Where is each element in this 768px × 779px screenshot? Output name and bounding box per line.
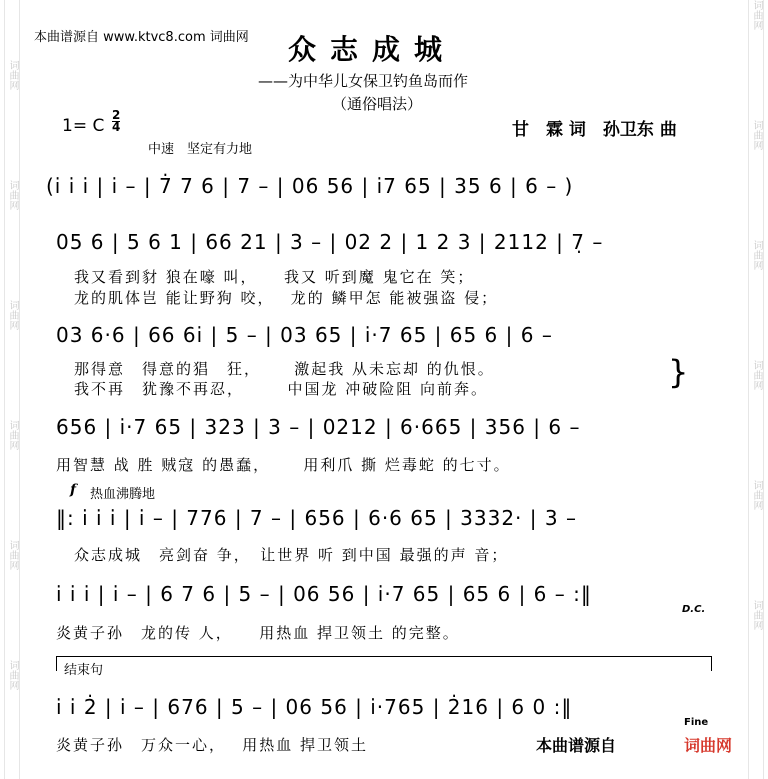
site-logo[interactable]: 词曲网 — [684, 736, 733, 755]
lyrics-line: 我又看到豺 狼在嚎 叫， 我又 听到魔 鬼它在 笑； — [74, 268, 475, 286]
fine-mark: Fine — [684, 717, 709, 728]
watermark-text: 词曲网 — [7, 60, 18, 90]
lyrics-line: 众志成城 亮剑奋 争， 让世界 听 到中国 最强的声 音； — [74, 546, 509, 564]
left-watermark-strip — [4, 0, 20, 779]
watermark-text: 词曲网 — [7, 180, 18, 210]
score-row: 656 | i̇·7 65 | 323 | 3 – | 0212 | 6·665 | 356 | 6 – — [56, 415, 581, 439]
ending-label: 结束句 — [64, 663, 104, 678]
watermark-text: 词曲网 — [751, 360, 762, 390]
watermark-text: 词曲网 — [751, 120, 762, 150]
score-row: i̇ i̇ i̇ | i̇ – | 6 7 6 | 5 – | 06 56 | i̇·7 65 | 65 6 | 6 – :‖ — [56, 582, 592, 606]
dynamics-mark: f — [70, 482, 77, 498]
expression-mark: 热血沸腾地 — [90, 487, 156, 502]
score-row: 03 6·6 | 66 6i̇ | 5 – | 03 65 | i̇·7 65 | 65 6 | 6 – — [56, 323, 553, 347]
watermark-text: 词曲网 — [751, 0, 762, 30]
score-row: i̇ i̇ 2̇ | i̇ – | 676 | 5 – | 06 56 | i̇·765 | 2̇16 | 6 0 :‖ — [56, 695, 573, 719]
footer-source-label: 本曲谱源自 — [536, 736, 617, 755]
ending-bracket — [56, 656, 712, 671]
dc-mark: D.C. — [682, 604, 706, 615]
source-note: 本曲谱源自 www.ktvc8.com 词曲网 — [34, 30, 249, 45]
watermark-text: 词曲网 — [751, 240, 762, 270]
watermark-text: 词曲网 — [7, 420, 18, 450]
watermark-text: 词曲网 — [7, 540, 18, 570]
lyrics-line: 炎黄子孙 龙的传 人， 用热血 捍卫领土 的完整。 — [56, 624, 460, 642]
watermark-text: 词曲网 — [7, 660, 18, 690]
lyrics-line: 我不再 犹豫不再忍， 中国龙 冲破险阻 向前奔。 — [74, 380, 489, 398]
score-row: 05 6 | 5 6 1 | 66 21 | 3 – | 02 2 | 1 2 3 | 2112 | 7̣ – — [56, 230, 604, 254]
tempo-marking: 中速 坚定有力地 — [148, 142, 253, 157]
song-title: 众志成城 — [288, 33, 457, 66]
watermark-text: 词曲网 — [751, 480, 762, 510]
watermark-text: 词曲网 — [751, 600, 762, 630]
lyrics-line: 龙的肌体岂 能让野狗 咬， 龙的 鳞甲怎 能被强盗 侵； — [74, 289, 499, 307]
right-watermark-strip — [748, 0, 764, 779]
repeat-brace: } — [668, 353, 689, 391]
key-signature: 1= C — [62, 116, 105, 136]
lyrics-line: 用智慧 战 胜 贼寇 的愚蠢， 用利爪 撕 烂毒蛇 的七寸。 — [56, 456, 511, 474]
score-row-intro: (i̇ i̇ i̇ | i̇ – | 7̇ 7 6 | 7 – | 06 56 | i̇7 65 | 35 6 | 6 – ) — [46, 174, 574, 198]
score-row: ‖: i̇ i̇ i̇ | i̇ – | 776 | 7 – | 656 | 6·6 65 | 3332· | 3 – — [56, 506, 577, 530]
subtitle-style: （通俗唱法） — [332, 95, 423, 113]
time-signature: 2 4 — [112, 108, 121, 134]
credits: 甘 霖 词 孙卫东 曲 — [512, 120, 677, 140]
lyrics-line: 那得意 得意的猖 狂， 激起我 从未忘却 的仇恨。 — [74, 360, 495, 378]
watermark-text: 词曲网 — [7, 300, 18, 330]
subtitle: ——为中华儿女保卫钓鱼岛而作 — [258, 72, 469, 90]
lyrics-line: 炎黄子孙 万众一心， 用热血 捍卫领土 — [56, 736, 369, 754]
